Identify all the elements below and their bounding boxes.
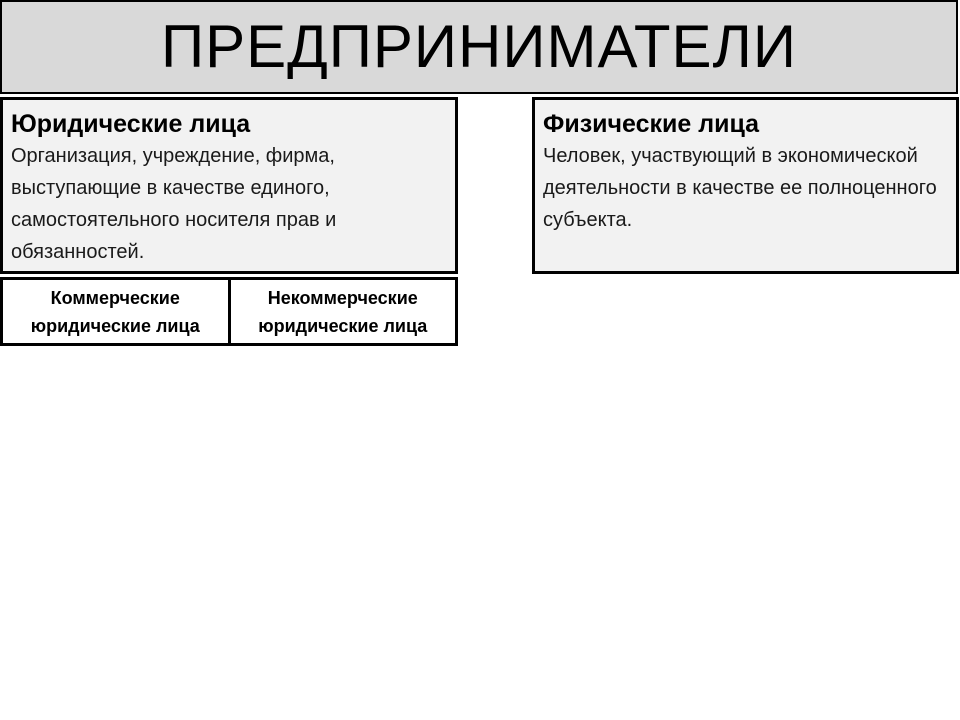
title-banner	[0, 0, 958, 94]
legal-entities-description: Организация, учреждение, фирма, выступающие в качестве единого, самостоятельного носителя прав и обязанностей.	[11, 145, 337, 263]
noncommercial-legal-entities-box: Некоммерческие юридические лица	[228, 280, 456, 343]
page-title: ПРЕДПРИНИМАТЕЛИ	[160, 13, 797, 80]
legal-subtypes-row	[0, 277, 458, 346]
commercial-legal-entities-box: Коммерческие юридические лица	[30, 287, 200, 336]
legal-entities-heading: Юридические лица	[11, 110, 251, 138]
individuals-description: Человек, участвующий в экономической деятельности в качестве ее полноценного субъекта.	[543, 145, 937, 231]
individuals-heading: Физические лица	[543, 110, 760, 138]
legal-entities-box	[0, 97, 458, 274]
individuals-box	[532, 97, 959, 274]
